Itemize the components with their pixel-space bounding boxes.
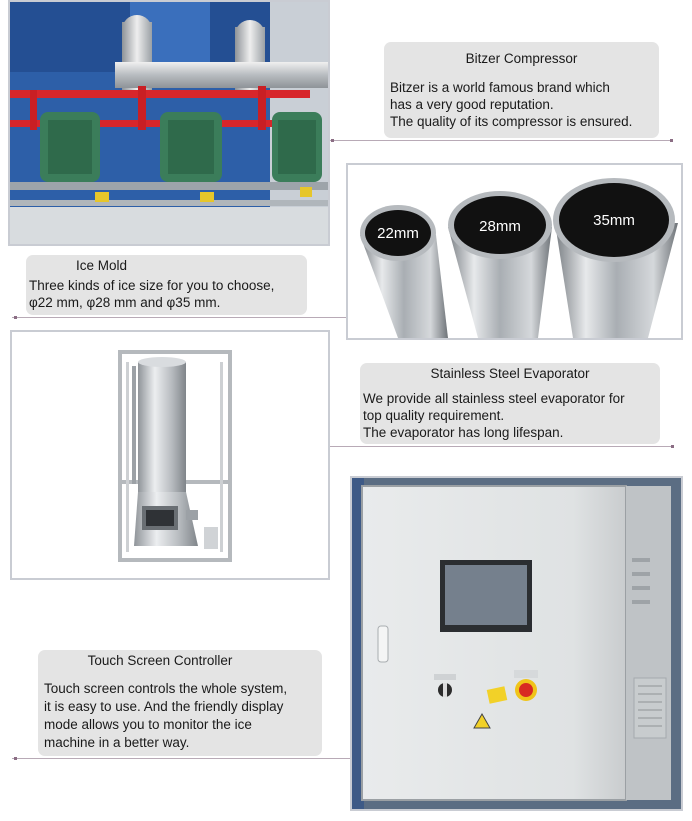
compressor-photo-frame (8, 0, 330, 246)
evaporator-leader-end-dot (671, 445, 674, 448)
tube-label-35mm: 35mm (593, 212, 635, 229)
ice-mold-photo (348, 165, 681, 338)
compressor-title: Bitzer Compressor (465, 51, 578, 66)
ice-mold-info-card (26, 255, 307, 315)
controller-line-3: mode allows you to monitor the ice (44, 717, 252, 732)
controller-photo-frame (350, 476, 683, 811)
controller-photo (352, 478, 681, 809)
controller-line-4: machine in a better way. (44, 735, 190, 750)
ice-mold-description (29, 277, 307, 311)
controller-info-card (38, 650, 322, 756)
tube-label-22mm: 22mm (377, 225, 419, 242)
controller-line-1: Touch screen controls the whole system, (44, 681, 288, 696)
ice-mold-leader-dot (14, 316, 17, 319)
controller-leader-line (12, 758, 350, 759)
ice-mold-leader-line (12, 317, 346, 318)
evaporator-line-2: top quality requirement. (363, 408, 505, 423)
ice-mold-line-2: φ22 mm, φ28 mm and φ35 mm. (29, 295, 221, 310)
evaporator-line-1: We provide all stainless steel evaporator for (363, 391, 625, 406)
compressor-line-2: has a very good reputation. (390, 97, 554, 112)
compressor-description (390, 79, 658, 130)
evaporator-leader-line (330, 446, 674, 447)
controller-title: Touch Screen Controller (87, 653, 233, 668)
compressor-photo (10, 2, 328, 244)
compressor-line-3: The quality of its compressor is ensured. (390, 114, 633, 129)
compressor-leader-end-dot (670, 139, 673, 142)
evaporator-title: Stainless Steel Evaporator (430, 366, 590, 381)
compressor-line-1: Bitzer is a world famous brand which (390, 80, 610, 95)
evaporator-photo (12, 332, 328, 578)
tube-label-28mm: 28mm (479, 218, 521, 235)
ice-mold-title: Ice Mold (75, 258, 128, 273)
evaporator-description (363, 390, 660, 441)
controller-leader-dot (14, 757, 17, 760)
ice-mold-line-1: Three kinds of ice size for you to choose, (29, 278, 275, 293)
evaporator-info-card (360, 363, 660, 444)
compressor-leader-dot (331, 139, 334, 142)
controller-description (44, 680, 322, 752)
compressor-info-card (384, 42, 659, 138)
compressor-leader-line (330, 140, 672, 141)
ice-mold-photo-frame (346, 163, 683, 340)
evaporator-photo-frame (10, 330, 330, 580)
evaporator-line-3: The evaporator has long lifespan. (363, 425, 564, 440)
controller-line-2: it is easy to use. And the friendly display (44, 699, 284, 714)
